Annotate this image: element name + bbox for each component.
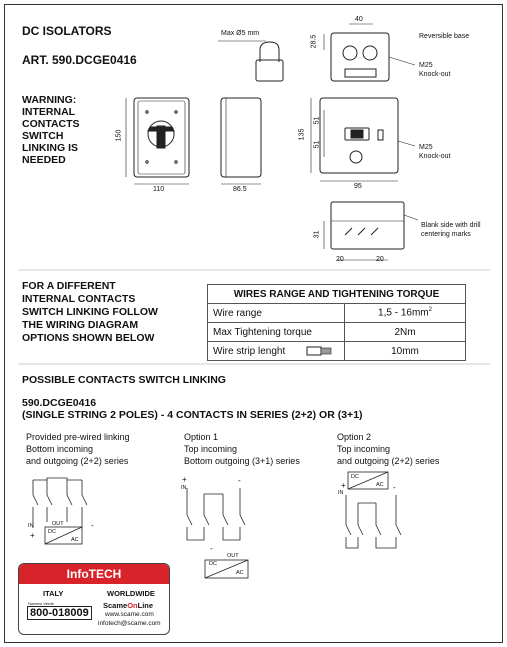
row-value: 2Nm (345, 323, 466, 342)
dim-135: 135 (298, 128, 306, 141)
follow-line: INTERNAL CONTACTS (22, 293, 136, 305)
warning-line: WARNING: (22, 94, 77, 106)
in-label: IN (28, 523, 34, 529)
warning-line: LINKING IS (22, 142, 79, 154)
row-label: Wire range (208, 304, 345, 323)
dc-label: DC (48, 529, 56, 535)
wiring-diagram-option-1 (187, 488, 248, 578)
numero-verde-label: Numero Verde (28, 601, 54, 606)
dim-110: 110 (153, 186, 165, 193)
dim-51: 51 (313, 116, 321, 125)
dim-40: 40 (355, 16, 363, 23)
follow-line: OPTIONS SHOWN BELOW (22, 332, 155, 344)
dc-label: DC (209, 561, 217, 567)
dim-95: 95 (354, 183, 362, 190)
row-label: Max Tightening torque (208, 323, 345, 342)
row-label: Wire strip lenght (208, 342, 345, 361)
page-title: DC ISOLATORS (22, 24, 112, 38)
option-caption: Option 1 Top incoming Bottom outgoing (3+1) series (184, 432, 300, 466)
in-label: IN (181, 485, 187, 491)
web-link[interactable]: www.scame.com (105, 611, 154, 618)
row-value: $1,5 - 16mm^2$ (345, 304, 466, 323)
in-label: IN (338, 490, 344, 496)
dim-86-5: 86.5 (233, 186, 247, 193)
blank-side-label: Blank side with drill centering marks (421, 222, 481, 238)
follow-line: THE WIRING DIAGRAM (22, 319, 139, 331)
ac-label: AC (376, 482, 384, 488)
linking-subtitle: (SINGLE STRING 2 POLES) - 4 CONTACTS IN SERIES (2+2) OR (3+1) (22, 409, 363, 421)
reversible-base-label: Reversible base (419, 33, 470, 40)
minus-label: - (91, 521, 94, 530)
minus-label: - (210, 544, 213, 553)
ac-label: AC (236, 570, 244, 576)
plus-label: + (341, 481, 346, 490)
worldwide-label: WORLDWIDE (107, 589, 155, 598)
out-label: OUT (227, 553, 239, 559)
article-code: ART. 590.DCGE0416 (22, 53, 137, 67)
minus-label: - (238, 476, 241, 485)
email-link[interactable]: infotech@scame.com (98, 620, 161, 627)
dim-20: 20 (376, 256, 384, 263)
plus-label: + (30, 531, 35, 540)
dim-28-5: 28.5 (310, 34, 318, 49)
dim-31: 31 (313, 230, 321, 239)
knockout-side-label: M25 Knock-out (419, 144, 451, 160)
italy-label: ITALY (43, 589, 64, 598)
follow-line: SWITCH LINKING FOLLOW (22, 306, 158, 318)
phone-number[interactable]: 800-018009 (27, 606, 92, 620)
warning-line: CONTACTS (22, 118, 80, 130)
table-title: WIRES RANGE AND TIGHTENING TORQUE (208, 285, 466, 304)
knockout-top-label: M25 Knock-out (419, 62, 451, 78)
dim-20: 20 (336, 256, 344, 263)
wiring-diagram-prewired (33, 478, 87, 544)
out-label: OUT (52, 521, 64, 527)
dc-label: DC (351, 474, 359, 480)
row-value: 10mm (345, 342, 466, 361)
follow-line: FOR A DIFFERENT (22, 280, 116, 292)
infotech-box (18, 563, 170, 635)
padlock-label: Max Ø5 mm (221, 30, 260, 37)
dim-51: 51 (313, 140, 321, 149)
warning-line: SWITCH (22, 130, 64, 142)
option-caption: Option 2 Top incoming and outgoing (2+2) series (337, 432, 440, 466)
minus-label: - (393, 483, 396, 492)
warning-line: NEEDED (22, 154, 66, 166)
linking-model: 590.DCGE0416 (22, 397, 97, 409)
scame-online-brand: ScameOnLine (103, 601, 154, 610)
warning-line: INTERNAL (22, 106, 76, 118)
infotech-header: InfoTECH (19, 564, 169, 584)
option-caption: Provided pre-wired linking Bottom incoming and outgoing (2+2) series (26, 432, 130, 466)
dim-150: 150 (115, 129, 123, 142)
ac-label: AC (71, 537, 79, 543)
linking-title: POSSIBLE CONTACTS SWITCH LINKING (22, 374, 226, 386)
plus-label: + (182, 475, 187, 484)
